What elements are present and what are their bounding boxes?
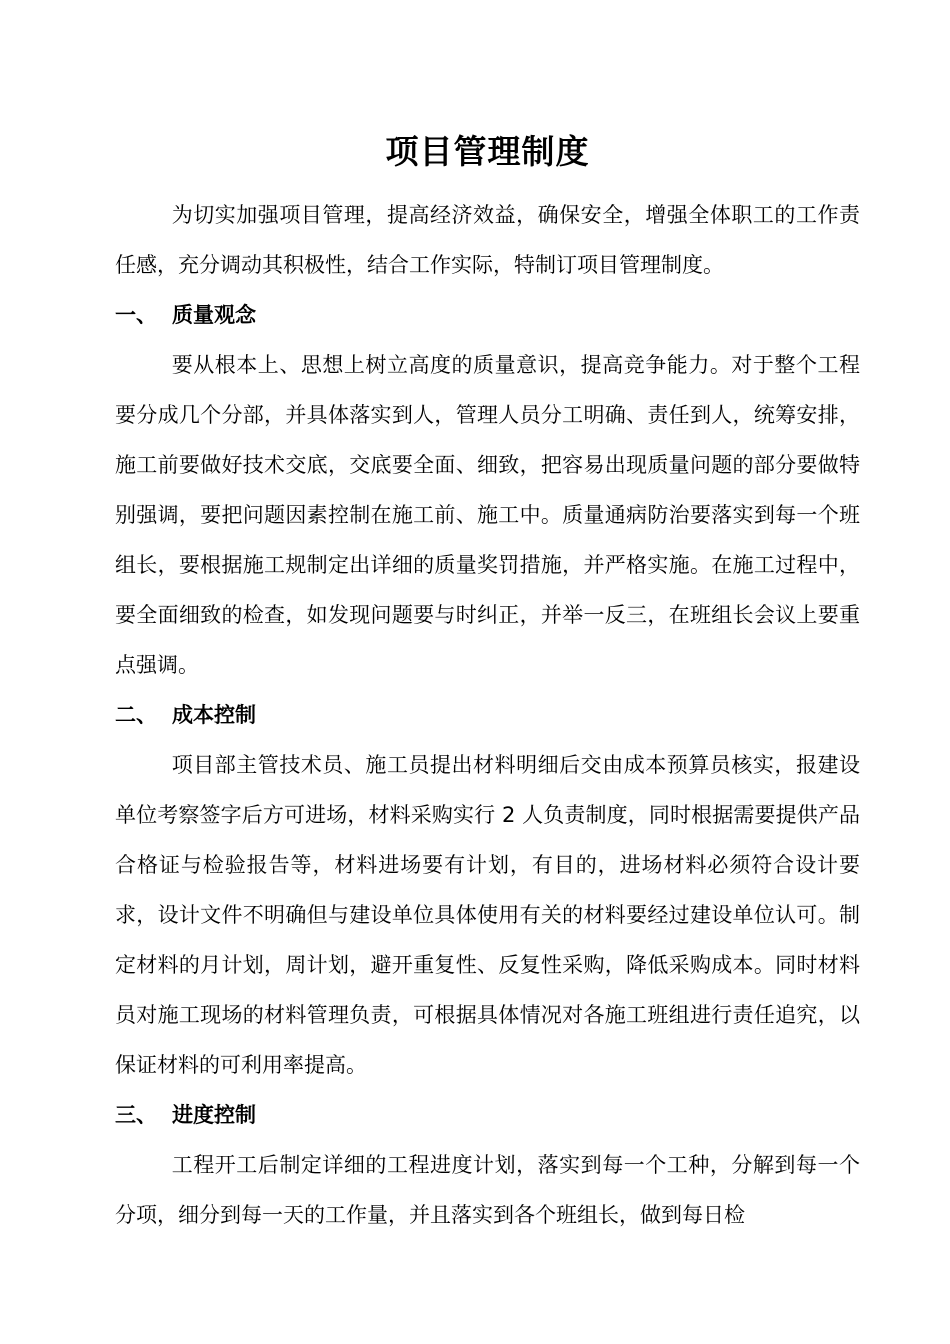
document-title: 项目管理制度 bbox=[385, 132, 590, 171]
section-heading-schedule bbox=[115, 1090, 860, 1140]
section-number: 三、 bbox=[115, 1103, 157, 1127]
section-title: 进度控制 bbox=[172, 1103, 256, 1127]
section-body-cost: 项目部主管技术员、施工员提出材料明细后交由成本预算员核实，报建设单位考察签字后方可进场，材料采购实行 2 人负责制度，同时根据需要提供产品合格证与检验报告等，材料进场要有计划，有目的，进场材料必须符合设计要求，设计文件不明确但与建设单位具体使用有关的材料要经过建设单位认可。制定材料的月计划，周计划，避开重复性、反复性采购，降低采购成本。同时材料员对施工现场的材料管理负责，可根据具体情况对各施工班组进行责任追究，以保证材料的可利用率提高。 bbox=[115, 753, 860, 1077]
section-heading-cost bbox=[115, 690, 860, 740]
section-heading-quality bbox=[115, 290, 860, 340]
section-body-quality: 要从根本上、思想上树立高度的质量意识，提高竞争能力。对于整个工程要分成几个分部，并具体落实到人，管理人员分工明确、责任到人，统筹安排，施工前要做好技术交底，交底要全面、细致，把容易出现质量问题的部分要做特别强调，要把问题因素控制在施工前、施工中。质量通病防治要落实到每一个班组长，要根据施工规制定出详细的质量奖罚措施，并严格实施。在施工过程中，要全面细致的检查，如发现问题要与时纠正，并举一反三，在班组长会议上要重点强调。 bbox=[115, 353, 860, 677]
section-title: 质量观念 bbox=[172, 303, 256, 327]
section-number: 一、 bbox=[115, 303, 157, 327]
section-title: 成本控制 bbox=[172, 703, 256, 727]
section-body-schedule: 工程开工后制定详细的工程进度计划，落实到每一个工种，分解到每一个分项，细分到每一天的工作量，并且落实到各个班组长，做到每日检 bbox=[115, 1153, 860, 1227]
section-number: 二、 bbox=[115, 703, 157, 727]
intro-paragraph: 为切实加强项目管理，提高经济效益，确保安全，增强全体职工的工作责任感，充分调动其积极性，结合工作实际，特制订项目管理制度。 bbox=[115, 203, 860, 277]
